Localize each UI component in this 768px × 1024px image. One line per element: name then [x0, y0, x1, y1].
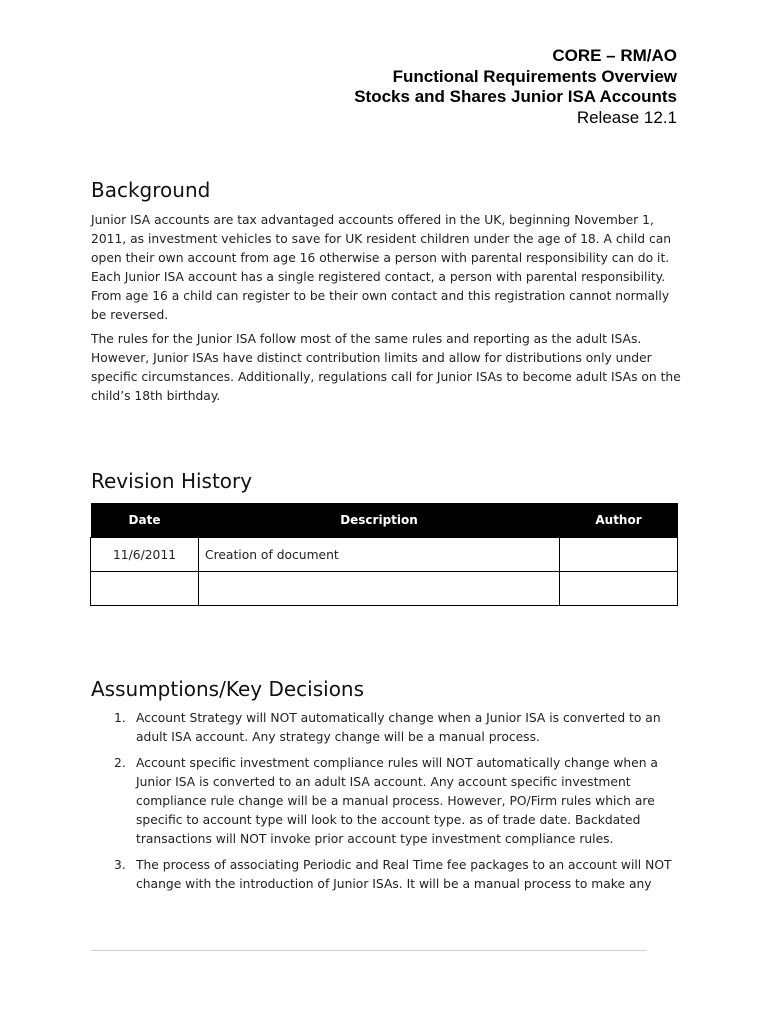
list-item-text: Account Strategy will NOT automatically change when a Junior ISA is converted to an adult ISA account. Any strategy change will be a manual process. [136, 711, 661, 744]
cell-author [560, 572, 678, 606]
assumptions-list [91, 709, 675, 901]
list-item-number: 3. [114, 858, 126, 872]
cell-description: Creation of document [199, 538, 560, 572]
list-item [114, 754, 675, 849]
table-row [91, 572, 678, 606]
column-header-author: Author [560, 503, 678, 538]
header-product: CORE – RM/AO [552, 46, 677, 65]
column-header-date: Date [91, 503, 199, 538]
assumptions-heading: Assumptions/Key Decisions [91, 677, 365, 701]
background-paragraph-1: Junior ISA accounts are tax advantaged accounts offered in the UK, beginning November 1, 2011, as investment vehicles to save for UK resident children under the age of 18. A child can open their own account from age 16 otherwise a person with parental responsibility can do it. Each Junior ISA account has a single registered contact, a person with parental responsibility. From age 16 a child can register to be their own contact and this registration cannot normally be reversed. [91, 213, 672, 322]
column-header-description: Description [199, 503, 560, 538]
cell-date: 11/6/2011 [91, 538, 199, 572]
cell-date [91, 572, 199, 606]
table-row [91, 538, 678, 572]
table-header-row [91, 503, 678, 538]
list-item-text: Account specific investment compliance rules will NOT automatically change when a Junior ISA is converted to an adult ISA account. Any account specific investment compliance rule change will be a manual process. However, PO/Firm rules which are specific to account type will look to the account type. as of trade date. Backdated transactions will NOT invoke prior account type investment compliance rules. [136, 756, 658, 846]
header-subject: Stocks and Shares Junior ISA Accounts [354, 87, 677, 106]
cell-author [560, 538, 678, 572]
background-paragraph-2: The rules for the Junior ISA follow most of the same rules and reporting as the adult ISAs. However, Junior ISAs have distinct contribution limits and allow for distributions only under specific circumstances. Additionally, regulations call for Junior ISAs to become adult ISAs on the child’s 18th birthday. [91, 332, 681, 403]
revision-history-table [90, 503, 678, 606]
list-item [114, 856, 675, 894]
list-item-number: 2. [114, 756, 126, 770]
cell-description [199, 572, 560, 606]
document-header [354, 46, 677, 128]
background-heading: Background [91, 178, 211, 202]
footer-divider [91, 950, 647, 951]
list-item-number: 1. [114, 711, 126, 725]
header-doc-type: Functional Requirements Overview [392, 66, 677, 86]
header-release: Release 12.1 [576, 107, 677, 127]
list-item-text: The process of associating Periodic and Real Time fee packages to an account will NOT change with the introduction of Junior ISAs. It will be a manual process to make any [136, 858, 672, 891]
revision-history-heading: Revision History [91, 469, 253, 493]
list-item [114, 709, 675, 747]
